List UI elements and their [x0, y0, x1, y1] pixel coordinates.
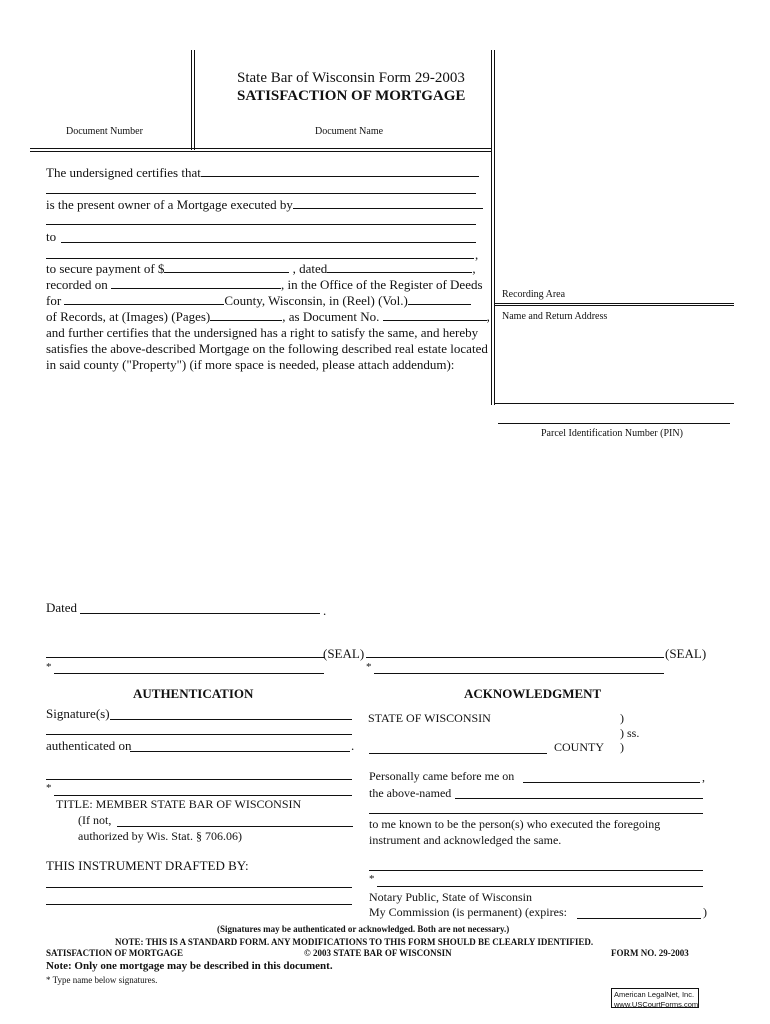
- star-left: *: [46, 661, 52, 673]
- footer-form-name: SATISFACTION OF MORTGAGE: [46, 948, 184, 958]
- signatures-label: Signature(s): [46, 706, 110, 721]
- header-divider-left: [191, 50, 192, 150]
- known-line-2: instrument and acknowledged the same.: [369, 833, 562, 847]
- payment-amount-field[interactable]: [164, 261, 289, 273]
- typed-name-line-left[interactable]: [54, 673, 324, 674]
- owner-field-line-2[interactable]: [46, 193, 476, 194]
- dated-field[interactable]: [327, 261, 472, 273]
- footer-copyright: © 2003 STATE BAR OF WISCONSIN: [304, 948, 452, 958]
- type-name-note: * Type name below signatures.: [46, 975, 158, 985]
- right-panel-bottom-rule: [494, 403, 734, 404]
- commission-expires-field[interactable]: [577, 918, 701, 919]
- dated-signature-field[interactable]: [80, 613, 320, 614]
- authorized-by-label: authorized by Wis. Stat. § 706.06): [78, 829, 242, 843]
- document-name-label: Document Name: [315, 126, 384, 137]
- form-title: State Bar of Wisconsin Form 29-2003: [237, 70, 465, 86]
- to-text: to: [46, 229, 57, 244]
- typed-name-line-right[interactable]: [374, 673, 664, 674]
- county-label: COUNTY: [554, 740, 604, 754]
- signature-line-left[interactable]: [46, 657, 324, 658]
- known-line-1: to me known to be the person(s) who executed the foregoing: [369, 817, 661, 831]
- authenticated-on-field[interactable]: [130, 751, 350, 752]
- county-field[interactable]: [64, 293, 224, 305]
- body-line-4: to secure payment of $ , dated ,: [46, 261, 476, 276]
- mortgagor-field[interactable]: [293, 197, 483, 209]
- header-bottom-rule: [30, 148, 492, 149]
- commission-close-paren: ): [703, 905, 707, 919]
- signatures-field-line-2[interactable]: [46, 734, 352, 735]
- authenticator-signature-line[interactable]: [46, 779, 352, 780]
- body-line-2: [46, 197, 483, 213]
- state-of-wisconsin: STATE OF WISCONSIN: [368, 711, 491, 725]
- notary-star: *: [369, 873, 375, 885]
- body-line-6: for County, Wisconsin, in (Reel) (Vol.): [46, 293, 471, 309]
- form-name: SATISFACTION OF MORTGAGE: [237, 88, 466, 104]
- notary-signature-line[interactable]: [369, 870, 703, 871]
- legalnet-stamp[interactable]: [611, 988, 699, 1008]
- signatures-field[interactable]: [110, 719, 352, 720]
- personally-came-date-field[interactable]: [523, 782, 700, 783]
- mortgage-executed-text: is the present owner of a Mortgage executed by: [46, 197, 293, 212]
- stamp-line-2: www.USCourtForms.com: [614, 999, 699, 1009]
- images-pages-field[interactable]: [210, 309, 282, 321]
- authenticated-period: .: [351, 738, 355, 753]
- seal-left: (SEAL): [323, 646, 365, 661]
- header-divider-left-2: [194, 50, 195, 150]
- acknowledgment-heading: ACKNOWLEDGMENT: [464, 686, 602, 701]
- recorded-on-field[interactable]: [111, 277, 281, 289]
- note-one-mortgage: Note: Only one mortgage may be described in this document.: [46, 960, 333, 972]
- right-panel-border-2: [494, 50, 495, 405]
- above-named-label: the above-named: [369, 786, 452, 800]
- body-line-3: [46, 229, 56, 245]
- body-line-9: satisfies the above-described Mortgage on the following described real estate located: [46, 341, 488, 356]
- if-not-field[interactable]: [117, 826, 353, 827]
- drafted-by-label: THIS INSTRUMENT DRAFTED BY:: [46, 858, 249, 873]
- dated-period: .: [323, 603, 327, 618]
- authenticator-star: *: [46, 782, 52, 794]
- county-field[interactable]: [369, 753, 547, 754]
- mortgagee-field-line-2[interactable]: [46, 258, 474, 259]
- dated-label: Dated: [46, 600, 78, 615]
- above-named-field-line-2[interactable]: [369, 813, 703, 814]
- header-bottom-rule-2: [30, 151, 492, 152]
- authenticator-name-line[interactable]: [54, 795, 352, 796]
- body-line-1: [46, 165, 479, 181]
- reel-vol-field[interactable]: [408, 293, 471, 305]
- document-number-label: Document Number: [66, 126, 143, 137]
- body-line-10: in said county ("Property") (if more space is needed, please attach addendum):: [46, 357, 455, 372]
- mortgagee-field[interactable]: [61, 242, 476, 243]
- if-not-label: (If not,: [78, 813, 112, 827]
- note-standard-form: NOTE: THIS IS A STANDARD FORM. ANY MODIFICATIONS TO THIS FORM SHOULD BE CLEARLY IDENTIFIED.: [115, 937, 594, 947]
- ss-label: ) ss.: [620, 726, 640, 740]
- personally-came-label: Personally came before me on: [369, 769, 515, 783]
- document-no-field[interactable]: [383, 309, 487, 321]
- body-line-7: of Records, at (Images) (Pages) , as Document No. ,: [46, 309, 490, 324]
- recording-area-rule-2: [494, 305, 734, 306]
- star-right: *: [366, 661, 372, 673]
- certifies-text: The undersigned certifies that: [46, 165, 201, 180]
- note-signatures: (Signatures may be authenticated or acknowledged. Both are not necessary.): [217, 924, 510, 934]
- recording-area-rule: [494, 303, 734, 304]
- drafted-by-line-1[interactable]: [46, 887, 352, 888]
- paren-1: ): [620, 711, 624, 725]
- owner-field[interactable]: [201, 165, 479, 177]
- title-member-state-bar: TITLE: MEMBER STATE BAR OF WISCONSIN: [56, 797, 302, 811]
- body-line-8: and further certifies that the undersigned has a right to satisfy the same, and hereby: [46, 325, 479, 340]
- notary-name-line[interactable]: [377, 886, 703, 887]
- mortgagor-field-line-2[interactable]: [46, 224, 476, 225]
- right-panel-border: [491, 50, 492, 405]
- name-return-address-label: Name and Return Address: [502, 311, 608, 322]
- pin-label: Parcel Identification Number (PIN): [541, 428, 683, 439]
- commission-label: My Commission (is permanent) (expires:: [369, 905, 567, 919]
- footer-form-number: FORM NO. 29-2003: [611, 948, 689, 958]
- authenticated-on-label: authenticated on: [46, 738, 132, 753]
- body-line-5: recorded on , in the Office of the Register of Deeds: [46, 277, 483, 292]
- seal-right: (SEAL): [665, 646, 707, 661]
- drafted-by-line-2[interactable]: [46, 904, 352, 905]
- notary-public-label: Notary Public, State of Wisconsin: [369, 890, 532, 904]
- authentication-heading: AUTHENTICATION: [133, 686, 254, 701]
- personally-comma: ,: [702, 770, 705, 784]
- above-named-field[interactable]: [455, 798, 703, 799]
- comma-1: ,: [475, 247, 479, 262]
- recording-area-label: Recording Area: [502, 289, 566, 300]
- paren-2: ): [620, 740, 624, 754]
- signature-line-right[interactable]: [366, 657, 664, 658]
- stamp-line-1: American LegalNet, Inc.: [614, 990, 695, 999]
- pin-rule: [498, 423, 730, 424]
